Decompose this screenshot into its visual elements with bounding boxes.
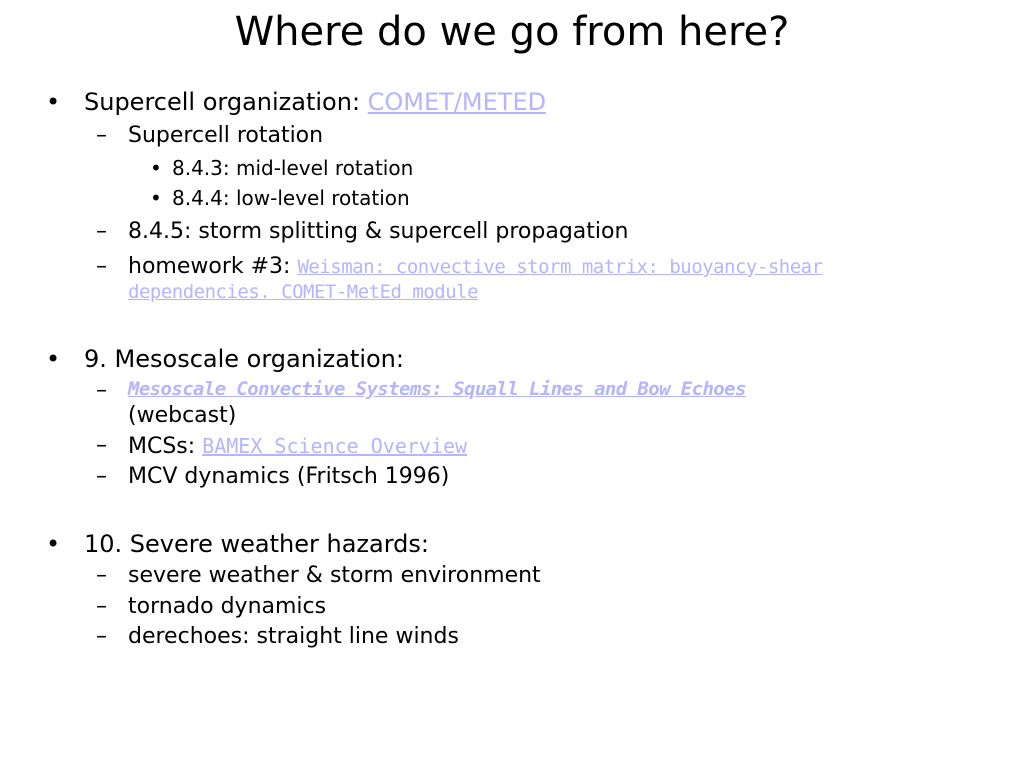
dash-bullet: – [96,433,107,458]
dash-bullet: – [96,563,107,588]
weisman-matrix-link-line2[interactable]: dependencies. COMET-MetEd module [128,281,479,303]
section-mesoscale-heading: 9. Mesoscale organization: [84,345,404,373]
squall-lines-bow-echoes-link[interactable]: Mesoscale Convective Systems: Squall Lines and Bow Echoes [128,378,746,400]
item-supercell-rotation: Supercell rotation [128,123,324,148]
dash-bullet: – [96,594,107,619]
sub-bullet: • [150,156,162,180]
dash-bullet: – [96,254,107,279]
homework-link-continued [128,281,478,303]
item-mid-level-rotation: 8.4.3: mid-level rotation [172,156,414,180]
item-derechoes: derechoes: straight line winds [128,624,459,649]
bullet-point: • [46,88,61,116]
bamex-overview-link[interactable]: BAMEX Science Overview [202,434,468,458]
item-webcast-label: (webcast) [128,403,237,428]
slide-title: Where do we go from here? [234,9,790,55]
section-supercell-heading [84,88,546,116]
item-mcv-dynamics: MCV dynamics (Fritsch 1996) [128,464,450,489]
item-storm-splitting: 8.4.5: storm splitting & supercell propagation [128,219,629,244]
item-mcss [128,433,467,460]
item-severe-weather-environment: severe weather & storm environment [128,563,541,588]
section-heading-text: Supercell organization: [84,88,368,116]
item-tornado-dynamics: tornado dynamics [128,594,327,619]
bullet-point: • [46,530,61,558]
homework-label: homework #3: [128,254,298,279]
weisman-matrix-link[interactable]: Weisman: convective storm matrix: buoyancy-shear [297,256,823,278]
comet-meted-link[interactable]: COMET/METED [367,88,547,116]
section-severe-weather-heading: 10. Severe weather hazards: [84,530,429,558]
item-homework-3 [128,254,823,280]
sub-bullet: • [150,186,162,210]
mcss-label: MCSs: [128,434,203,459]
item-mcs-squall-lines [128,378,746,400]
dash-bullet: – [96,624,107,649]
bullet-point: • [46,345,61,373]
dash-bullet: – [96,123,107,148]
dash-bullet: – [96,464,107,489]
dash-bullet: – [96,378,107,403]
item-low-level-rotation: 8.4.4: low-level rotation [172,186,410,210]
dash-bullet: – [96,219,107,244]
